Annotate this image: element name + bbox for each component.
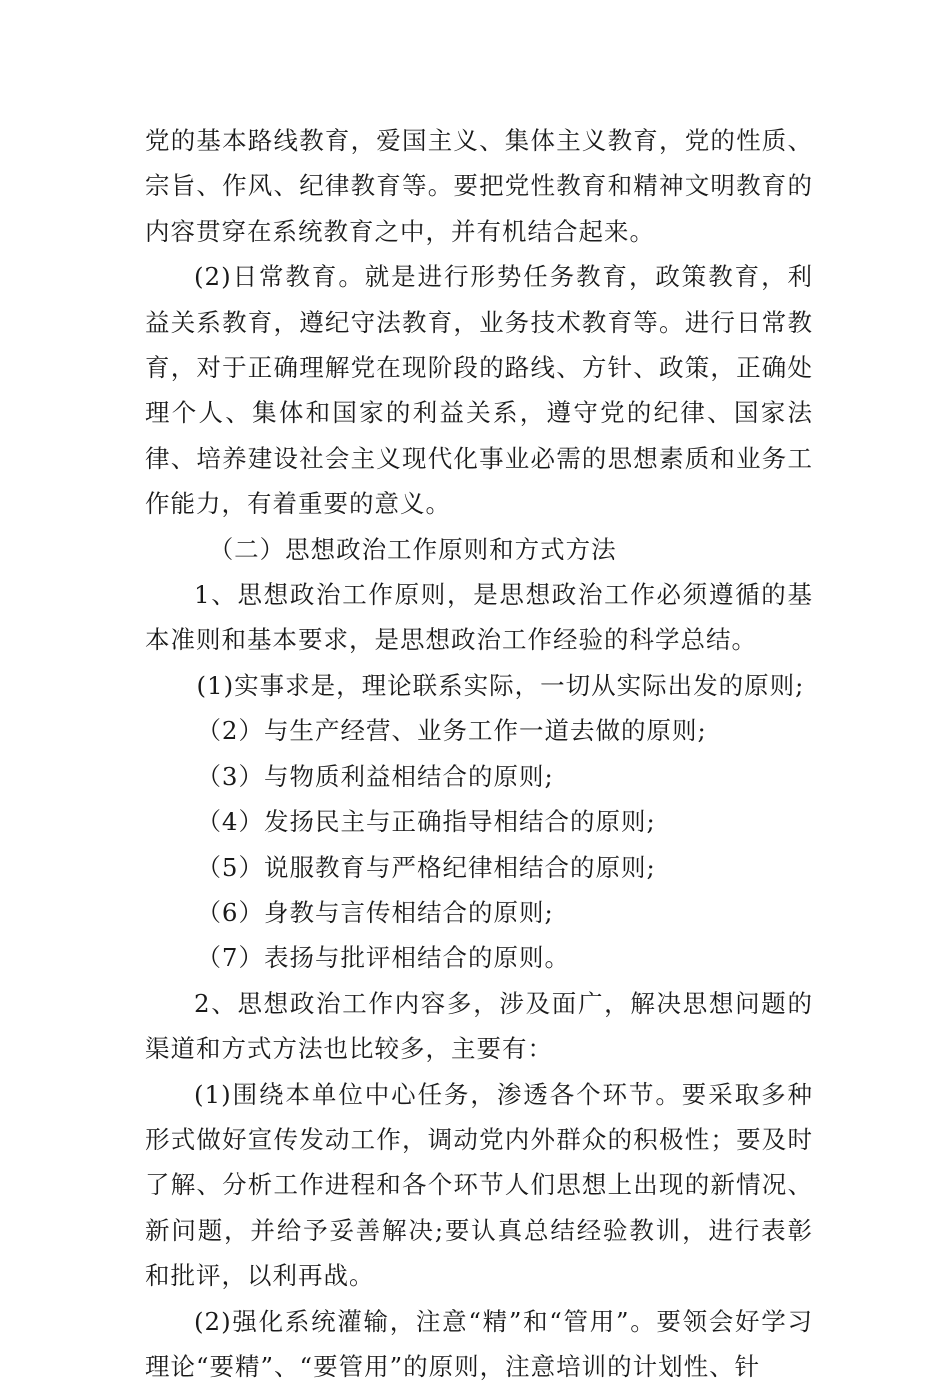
paragraph-daily-education: (2)日常教育。就是进行形势任务教育，政策教育，利益关系教育，遵纪守法教育，业务技术教育等。进行日常教育，对于正确理解党在现阶段的路线、方针、政策，正确处理个人、集体和国家的利益关系，遵守党的纪律、国家法律、培养建设社会主义现代化事业必需的思想素质和业务工作能力，有着重要的意义。 xyxy=(145,262,813,519)
list-item-principle-2: （2）与生产经营、业务工作一道去做的原则; xyxy=(196,716,707,746)
list-item-principle-4: （4）发扬民主与正确指导相结合的原则; xyxy=(196,807,656,837)
document-body xyxy=(145,118,813,1389)
list-item-principle-6: （6）身教与言传相结合的原则; xyxy=(196,897,554,927)
paragraph-work-principles: 1、思想政治工作原则，是思想政治工作必须遵循的基本准则和基本要求，是思想政治工作经验的科学总结。 xyxy=(145,580,813,655)
list-item-principle-1: (1)实事求是，理论联系实际，一切从实际出发的原则; xyxy=(196,670,805,700)
list-item-principle-7: （7）表扬与批评相结合的原则。 xyxy=(196,943,571,973)
paragraph-method-1: (1)围绕本单位中心任务，渗透各个环节。要采取多种形式做好宣传发动工作，调动党内外群众的积极性；要及时了解、分析工作进程和各个环节人们思想上出现的新情况、新问题，并给予妥善解决;要认真总结经验教训，进行表彰和批评，以利再战。 xyxy=(145,1079,813,1291)
paragraph-methods-intro: 2、思想政治工作内容多，涉及面广，解决思想问题的渠道和方式方法也比较多，主要有： xyxy=(145,988,813,1064)
list-item-principle-5: （5）说服教育与严格纪律相结合的原则; xyxy=(196,852,656,882)
paragraph-method-2: (2)强化系统灌输，注意“精”和“管用”。要领会好学习理论“要精”、“要管用”的原则，注意培训的计划性、针 xyxy=(145,1306,813,1381)
paragraph-continued-basic-line-education: 党的基本路线教育，爱国主义、集体主义教育，党的性质、宗旨、作风、纪律教育等。要把党性教育和精神文明教育的内容贯穿在系统教育之中，并有机结合起来。 xyxy=(145,126,813,246)
list-item-principle-3: （3）与物质利益相结合的原则; xyxy=(196,761,554,791)
section-heading-principles-methods: （二）思想政治工作原则和方式方法 xyxy=(208,534,617,564)
